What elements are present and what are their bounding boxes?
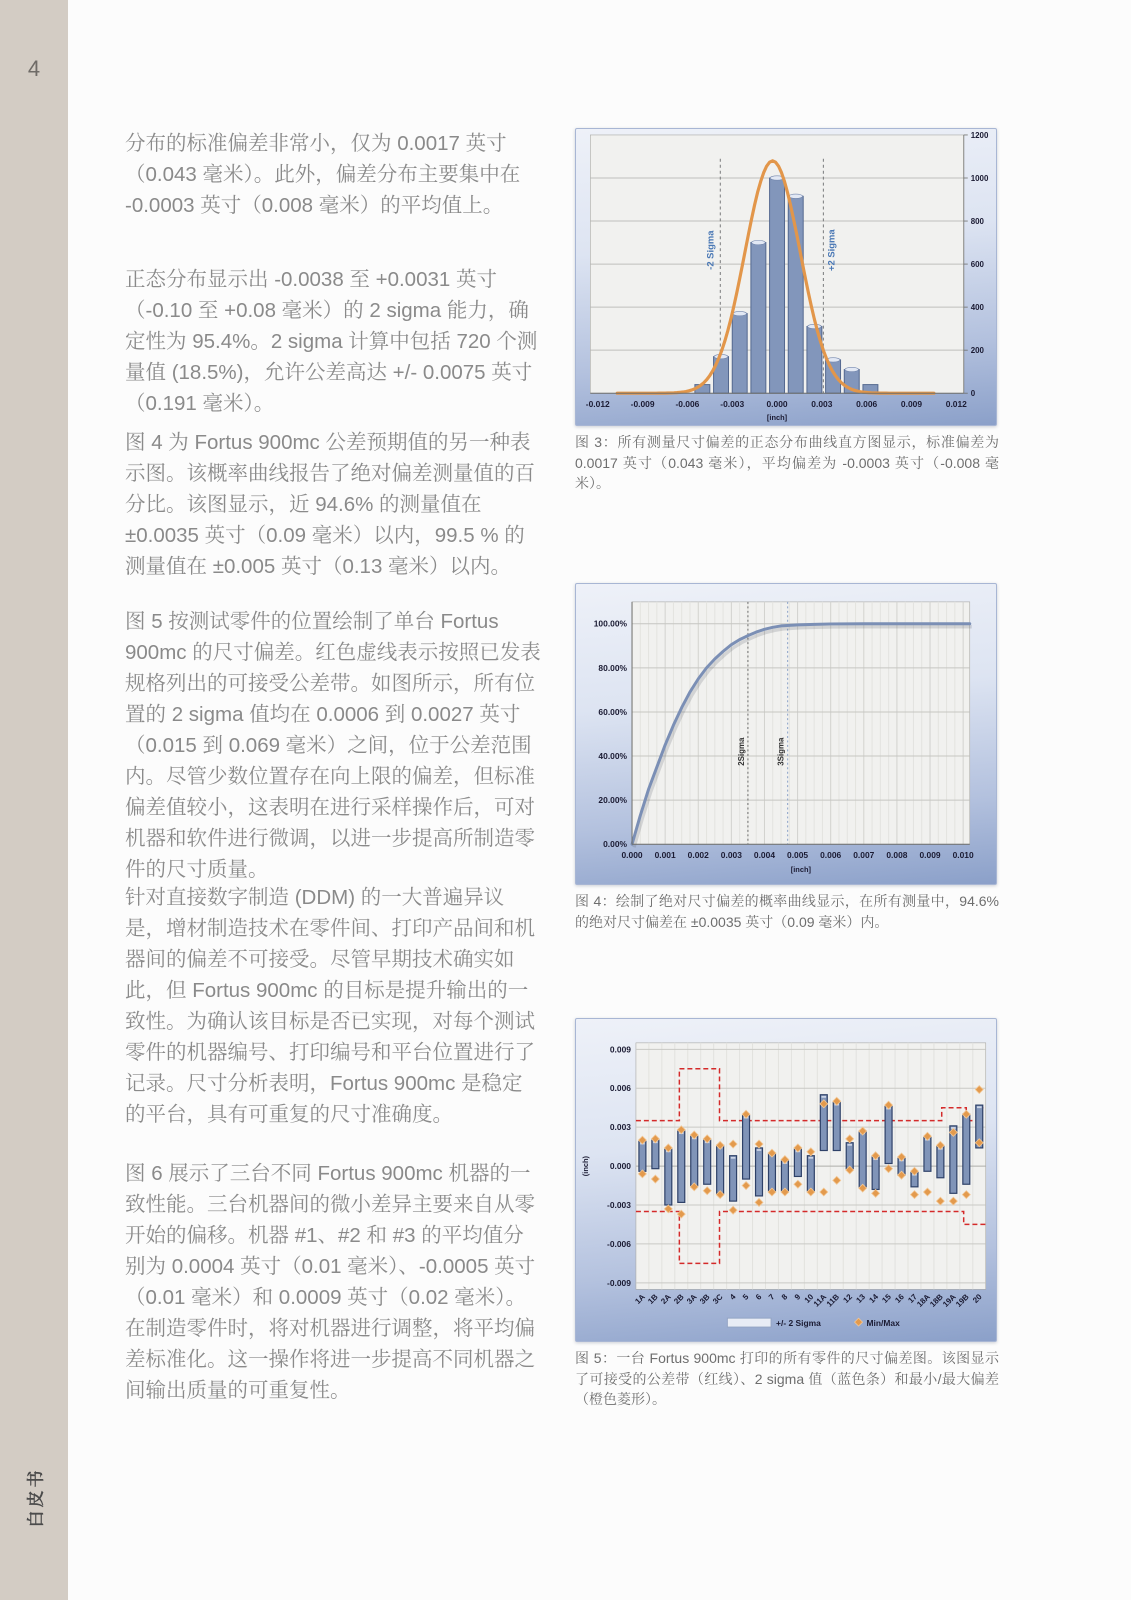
svg-text:19B: 19B xyxy=(954,1292,971,1309)
svg-text:9: 9 xyxy=(792,1292,803,1302)
svg-text:3C: 3C xyxy=(710,1292,725,1306)
svg-text:0.009: 0.009 xyxy=(900,399,923,410)
svg-text:0.001: 0.001 xyxy=(654,850,676,861)
svg-text:13: 13 xyxy=(854,1292,868,1305)
figure-5-caption: 图 5：一台 Fortus 900mc 打印的所有零件的尺寸偏差图。该图显示了可接受的公差带（红线）、2 sigma 值（蓝色条）和最小/最大偏差（橙色菱形）。 xyxy=(575,1350,999,1407)
svg-text:0.003: 0.003 xyxy=(811,399,833,410)
svg-text:0.009: 0.009 xyxy=(609,1044,631,1055)
svg-text:0.004: 0.004 xyxy=(753,850,776,861)
svg-text:0: 0 xyxy=(970,389,976,399)
svg-text:1B: 1B xyxy=(646,1292,660,1306)
svg-text:40.00%: 40.00% xyxy=(598,751,628,762)
svg-text:-0.006: -0.006 xyxy=(675,399,700,410)
svg-text:0.010: 0.010 xyxy=(952,850,974,861)
svg-text:8: 8 xyxy=(779,1292,790,1302)
svg-text:4: 4 xyxy=(728,1292,738,1302)
probability-curve-chart xyxy=(576,584,994,882)
svg-text:0.006: 0.006 xyxy=(820,850,842,861)
svg-text:1200: 1200 xyxy=(970,130,989,140)
svg-text:-2 Sigma: -2 Sigma xyxy=(704,230,716,270)
figure-5-deviation-chart xyxy=(575,1018,997,1342)
svg-text:0.009: 0.009 xyxy=(919,850,941,861)
svg-text:-0.009: -0.009 xyxy=(607,1277,631,1288)
svg-text:1A: 1A xyxy=(633,1292,647,1306)
svg-text:10: 10 xyxy=(802,1292,816,1305)
svg-text:-0.003: -0.003 xyxy=(720,399,745,410)
figure-3-caption: 图 3：所有测量尺寸偏差的正态分布曲线直方图显示，标准偏差为 0.0017 英寸（0.043 毫米），平均偏差为 -0.0003 英寸（-0.008 毫米）。 xyxy=(575,434,999,491)
svg-text:11B: 11B xyxy=(824,1292,842,1309)
svg-text:0.012: 0.012 xyxy=(945,399,967,410)
svg-text:0.006: 0.006 xyxy=(856,399,878,410)
svg-text:6: 6 xyxy=(753,1292,764,1302)
svg-text:2B: 2B xyxy=(672,1292,686,1306)
svg-text:0.002: 0.002 xyxy=(687,850,709,861)
svg-text:3A: 3A xyxy=(685,1292,699,1306)
svg-text:11A: 11A xyxy=(811,1292,829,1309)
body-paragraph-5: 针对直接数字制造 (DDM) 的一大普遍异议是，增材制造技术在零件间、打印产品间和机器间的偏差不可接受。尽管早期技术确实如此，但 Fortus 900mc 的目标是提升输出的一致性。为确认该目标是否已实现，对每个测试零件的机器编号、打印编号和平台位置进行了记录。尺寸分析表明，Fortus 900mc 是稳定的平台，具有可重复的尺寸准确度。 xyxy=(125,886,535,1126)
svg-text:0.008: 0.008 xyxy=(886,850,908,861)
svg-text:0.005: 0.005 xyxy=(787,850,809,861)
svg-text:18B: 18B xyxy=(928,1292,945,1309)
svg-text:20: 20 xyxy=(971,1292,984,1305)
histogram-normal-curve-chart xyxy=(576,129,994,423)
sidebar-vertical-label-wrap xyxy=(0,1442,68,1552)
svg-text:(inch): (inch) xyxy=(581,1155,591,1177)
svg-text:2A: 2A xyxy=(659,1292,673,1306)
svg-text:15: 15 xyxy=(880,1292,893,1305)
svg-text:-0.012: -0.012 xyxy=(585,399,610,410)
svg-text:20.00%: 20.00% xyxy=(598,795,628,806)
svg-text:-0.009: -0.009 xyxy=(630,399,655,410)
svg-text:0.000: 0.000 xyxy=(766,399,788,410)
svg-text:12: 12 xyxy=(841,1292,855,1305)
svg-text:18A: 18A xyxy=(915,1292,932,1309)
svg-text:0.003: 0.003 xyxy=(609,1122,631,1133)
svg-text:19A: 19A xyxy=(941,1292,958,1309)
svg-text:0.00%: 0.00% xyxy=(603,839,628,850)
svg-text:-0.003: -0.003 xyxy=(607,1199,631,1210)
svg-text:200: 200 xyxy=(970,346,984,356)
figure-4-caption: 图 4：绘制了绝对尺寸偏差的概率曲线显示，在所有测量中，94.6% 的绝对尺寸偏差在 ±0.0035 英寸（0.09 毫米）内。 xyxy=(575,893,999,930)
svg-text:400: 400 xyxy=(970,303,984,313)
svg-text:0.006: 0.006 xyxy=(609,1083,631,1094)
svg-text:+2 Sigma: +2 Sigma xyxy=(825,229,837,271)
svg-text:80.00%: 80.00% xyxy=(598,662,628,673)
svg-text:Min/Max: Min/Max xyxy=(866,1318,900,1329)
svg-text:-0.006: -0.006 xyxy=(607,1238,631,1249)
svg-text:+/- 2 Sigma: +/- 2 Sigma xyxy=(776,1318,821,1329)
deviation-floating-bar-chart xyxy=(576,1019,994,1339)
body-paragraph-2: 正态分布显示出 -0.0038 至 +0.0031 英寸（-0.10 至 +0.08 毫米）的 2 sigma 能力，确定性为 95.4%。2 sigma 计算中包括 720 个测量值 (18.5%)，允许公差高达 +/- 0.0075 英寸（0.191 毫米）。 xyxy=(125,268,538,415)
svg-text:[inch]: [inch] xyxy=(790,865,812,875)
sidebar-vertical-label: 白皮书 xyxy=(26,1467,46,1527)
svg-text:800: 800 xyxy=(970,217,984,227)
svg-text:17: 17 xyxy=(906,1292,919,1305)
svg-text:2Sigma: 2Sigma xyxy=(736,737,746,766)
svg-text:5: 5 xyxy=(740,1292,751,1302)
svg-text:0.000: 0.000 xyxy=(609,1161,631,1172)
body-paragraph-3: 图 4 为 Fortus 900mc 公差预期值的另一种表示图。该概率曲线报告了绝对偏差测量值的百分比。该图显示，近 94.6% 的测量值在 ±0.0035 英寸（0.09 毫米）以内，99.5 % 的测量值在 ±0.005 英寸（0.13 毫米）以内。 xyxy=(125,431,535,578)
svg-text:3Sigma: 3Sigma xyxy=(776,737,786,766)
figure-4-probability-curve xyxy=(575,583,997,885)
svg-text:14: 14 xyxy=(867,1292,881,1305)
svg-text:[inch]: [inch] xyxy=(766,413,788,423)
figure-3-histogram xyxy=(575,128,997,426)
svg-text:600: 600 xyxy=(970,260,984,270)
svg-text:0.007: 0.007 xyxy=(853,850,875,861)
svg-text:3B: 3B xyxy=(698,1292,712,1306)
body-paragraph-1: 分布的标准偏差非常小，仅为 0.0017 英寸（0.043 毫米）。此外，偏差分布主要集中在 -0.0003 英寸（0.008 毫米）的平均值上。 xyxy=(125,132,521,217)
svg-text:0.003: 0.003 xyxy=(720,850,742,861)
body-paragraph-4: 图 5 按测试零件的位置绘制了单台 Fortus 900mc 的尺寸偏差。红色虚线表示按照已发表规格列出的可接受公差带。如图所示，所有位置的 2 sigma 值均在 0.0006 到 0.0027 英寸（0.015 到 0.069 毫米）之间，位于公差范围内。尽管少数位置存在向上限的偏差，但标准偏差值较小，这表明在进行采样操作后，可对机器和软件进行微调，以进一步提高所制造零件的尺寸质量。 xyxy=(125,610,541,881)
svg-text:7: 7 xyxy=(766,1292,777,1302)
body-paragraph-6: 图 6 展示了三台不同 Fortus 900mc 机器的一致性能。三台机器间的微小差异主要来自从零开始的偏移。机器 #1、#2 和 #3 的平均值分别为 0.0004 英寸（0.01 毫米）、-0.0005 英寸（0.01 毫米）和 0.0009 英寸（0.02 毫米）。在制造零件时，将对机器进行调整，将平均偏差标准化。这一操作将进一步提高不同机器之间输出质量的可重复性。 xyxy=(125,1162,536,1402)
svg-text:100.00%: 100.00% xyxy=(593,618,628,629)
svg-text:1000: 1000 xyxy=(970,173,989,183)
svg-text:60.00%: 60.00% xyxy=(598,706,628,717)
svg-text:16: 16 xyxy=(893,1292,906,1305)
sidebar xyxy=(0,0,68,1600)
svg-text:0.000: 0.000 xyxy=(621,850,643,861)
page-number: 4 xyxy=(27,56,41,81)
